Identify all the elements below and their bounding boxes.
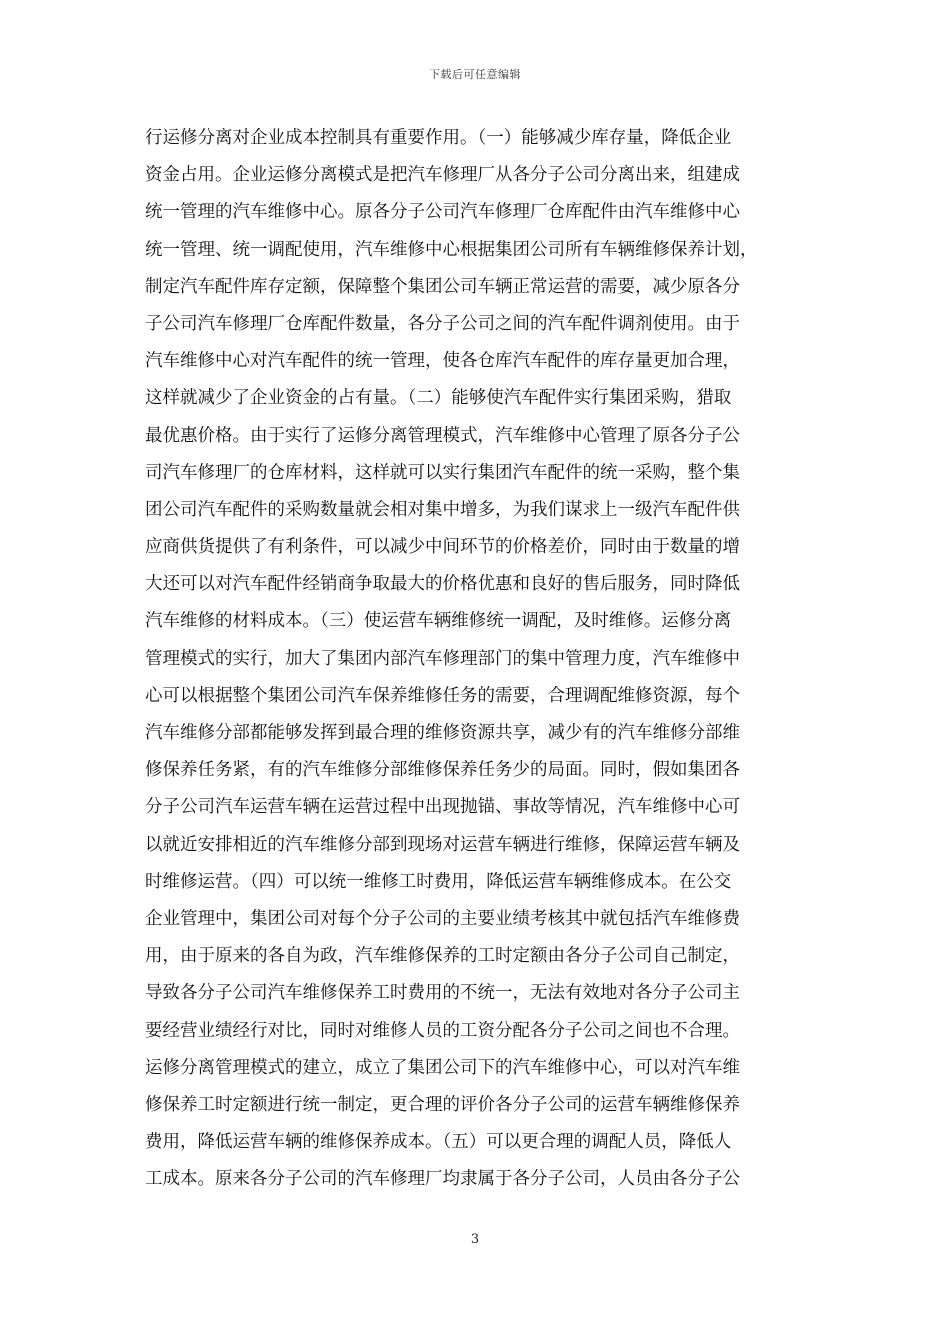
text-line: 行运修分离对企业成本控制具有重要作用。（一）能够减少库存量，降低企业 — [145, 128, 732, 148]
text-line: 用，由于原来的各自为政，汽车维修保养的工时定额由各分子公司自己制定， — [145, 946, 740, 967]
text-line: 统一管理的汽车维修中心。原各分子公司汽车修理厂仓库配件由汽车维修中心 — [145, 202, 740, 223]
text-line: 制定汽车配件库存定额，保障整个集团公司车辆正常运营的需要，减少原各分 — [145, 276, 740, 297]
text-line: 团公司汽车配件的采购数量就会相对集中增多，为我们谋求上一级汽车配件供 — [145, 499, 740, 520]
text-line: 企业管理中，集团公司对每个分子公司的主要业绩考核其中就包括汽车维修费 — [145, 908, 740, 929]
text-line: 子公司汽车修理厂仓库配件数量，各分子公司之间的汽车配件调剂使用。由于 — [145, 313, 740, 334]
text-line: 司汽车修理厂的仓库材料，这样就可以实行集团汽车配件的统一采购，整个集 — [145, 462, 740, 483]
text-line: 汽车维修分部都能够发挥到最合理的维修资源共享，减少有的汽车维修分部维 — [145, 723, 740, 743]
text-line: 统一管理、统一调配使用，汽车维修中心根据集团公司所有车辆维修保养计划， — [145, 239, 758, 260]
page-header: 下载后可任意编辑 — [429, 68, 521, 81]
text-line: 导致各分子公司汽车维修保养工时费用的不统一，无法有效地对各分子公司主 — [145, 983, 740, 1004]
text-line: 心可以根据整个集团公司汽车保养维修任务的需要，合理调配维修资源，每个 — [145, 685, 740, 706]
text-line: 运修分离管理模式的建立，成立了集团公司下的汽车维修中心，可以对汽车维 — [145, 1057, 740, 1078]
text-line: 分子公司汽车运营车辆在运营过程中出现抛锚、事故等情况，汽车维修中心可 — [145, 797, 740, 818]
text-line: 修保养任务紧，有的汽车维修分部维修保养任务少的局面。同时，假如集团各 — [145, 760, 740, 781]
text-line: 汽车维修的材料成本。（三）使运营车辆维修统一调配，及时维修。运修分离 — [145, 611, 732, 632]
text-line: 最优惠价格。由于实行了运修分离管理模式，汽车维修中心管理了原各分子公 — [145, 425, 740, 446]
text-line: 大还可以对汽车配件经销商争取最大的价格优惠和良好的售后服务，同时降低 — [145, 574, 740, 595]
text-line: 以就近安排相近的汽车维修分部到现场对运营车辆进行维修，保障运营车辆及 — [145, 834, 740, 855]
text-line: 要经营业绩经行对比，同时对维修人员的工资分配各分子公司之间也不合理。 — [145, 1020, 740, 1041]
text-line: 修保养工时定额进行统一制定，更合理的评价各分子公司的运营车辆维修保养 — [145, 1094, 740, 1115]
text-line: 资金占用。企业运修分离模式是把汽车修理厂从各分子公司分离出来，组建成 — [145, 165, 740, 186]
text-line: 这样就减少了企业资金的占有量。（二）能够使汽车配件实行集团采购，猎取 — [145, 388, 732, 409]
text-line: 应商供货提供了有利条件，可以减少中间环节的价格差价，同时由于数量的增 — [145, 537, 740, 558]
text-line: 汽车维修中心对汽车配件的统一管理，使各仓库汽车配件的库存量更加合理， — [145, 351, 740, 372]
text-line: 管理模式的实行，加大了集团内部汽车修理部门的集中管理力度，汽车维修中 — [145, 648, 740, 669]
text-line: 费用，降低运营车辆的维修保养成本。（五）可以更合理的调配人员，降低人 — [145, 1132, 732, 1153]
text-line: 工成本。原来各分子公司的汽车修理厂均隶属于各分子公司，人员由各分子公 — [145, 1169, 740, 1190]
body-text — [145, 120, 809, 1198]
page-number: 3 — [470, 1232, 480, 1247]
text-line: 时维修运营。（四）可以统一维修工时费用，降低运营车辆维修成本。在公交 — [145, 871, 732, 892]
